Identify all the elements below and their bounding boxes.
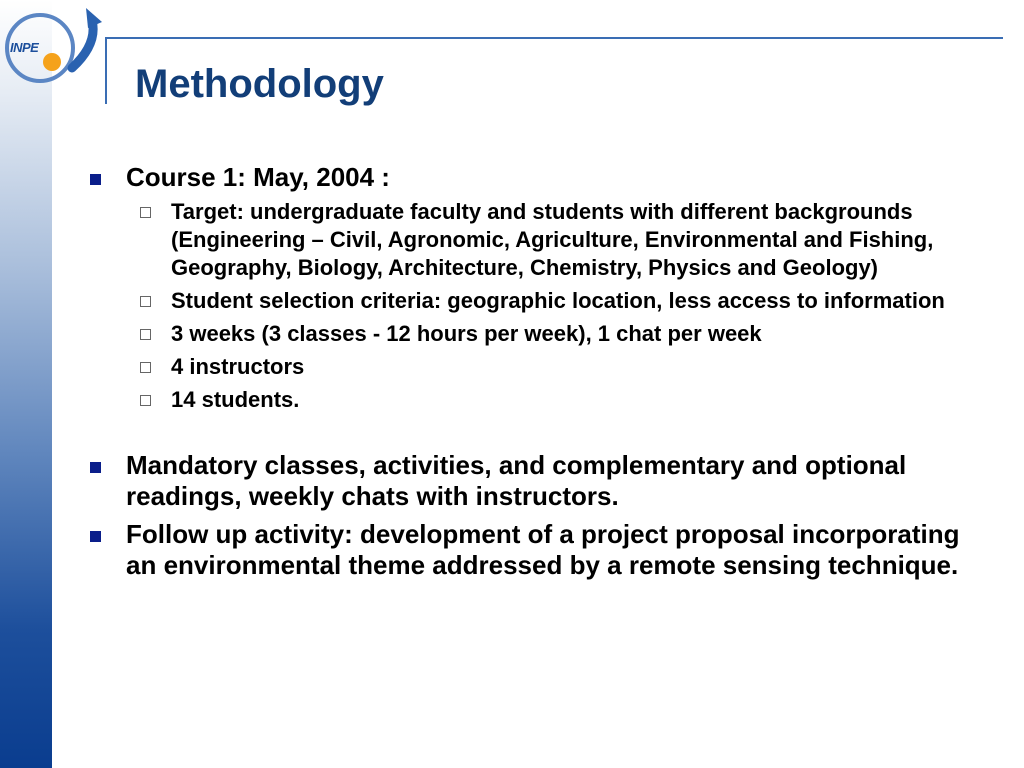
square-bullet-icon [90,462,101,473]
bullet-text: Follow up activity: development of a project proposal incorporating an environmental theme addressed by a remote sensing technique. [126,519,960,580]
hollow-square-bullet-icon [140,362,151,373]
bullet-text: Mandatory classes, activities, and complementary and optional readings, weekly chats with instructors. [126,450,907,511]
sub-bullet-selection-criteria [86,287,966,315]
square-bullet-icon [90,174,101,185]
square-bullet-icon [90,531,101,542]
bullet-text: Course 1: May, 2004 : [126,162,390,192]
slide-content [86,162,966,581]
hollow-square-bullet-icon [140,395,151,406]
sub-bullet-instructors [86,353,966,381]
sub-bullet-text: 3 weeks (3 classes - 12 hours per week), 1 chat per week [171,321,762,346]
sub-bullet-text: Target: undergraduate faculty and students with different backgrounds (Engineering – Civil, Agronomic, Agriculture, Environmental and Fishing, Geography, Biology, Architecture, Chemistry, Physics and Geology) [171,199,934,280]
sub-bullet-text: 14 students. [171,387,300,412]
sub-bullet-text: Student selection criteria: geographic location, less access to information [171,288,945,313]
sub-bullet-students [86,386,966,414]
bullet-course-1 [86,162,966,193]
inpe-logo [2,4,102,88]
sub-bullet-duration [86,320,966,348]
spacer [86,419,966,450]
sub-bullet-text: 4 instructors [171,354,305,379]
hollow-square-bullet-icon [140,329,151,340]
logo-text: INPE [10,40,39,55]
bullet-follow-up [86,519,966,581]
hollow-square-bullet-icon [140,207,151,218]
hollow-square-bullet-icon [140,296,151,307]
title-rule-horizontal [105,37,1003,39]
title-rule-vertical [105,38,107,104]
slide-title: Methodology [135,62,384,106]
left-gradient-band [0,0,52,768]
course-1-sub-list [86,198,966,414]
sub-bullet-target [86,198,966,282]
bullet-mandatory-classes [86,450,966,512]
